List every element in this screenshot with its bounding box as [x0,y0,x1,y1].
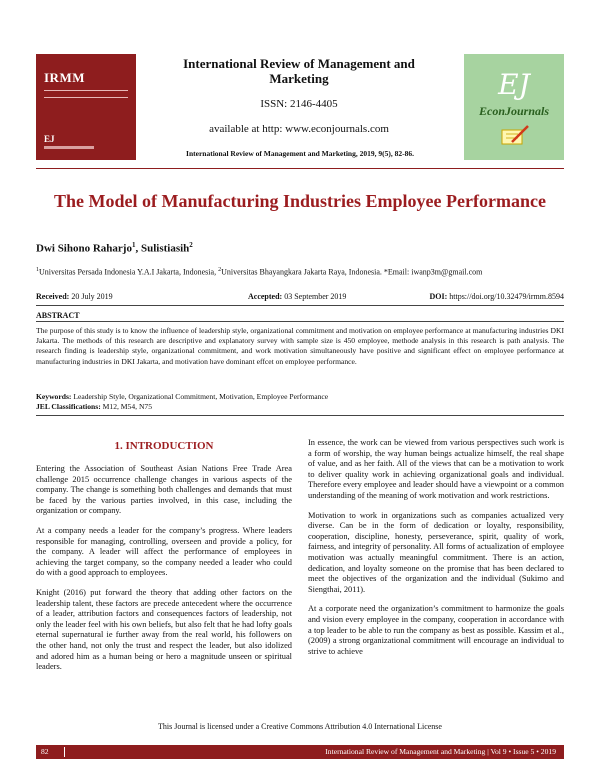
paragraph: At a company needs a leader for the company’s progress. Where leaders responsible for managing, controlling, overseen and provide a policy, for the company. A leader will affect the performance of employees in achieving the target company, so the company needed a leader who could do with a good approach to employees. [36,525,292,578]
jel-value: M12, M54, N75 [100,402,153,411]
paragraph: Knight (2016) put forward the theory that adding other factors on the leadership talent, these factors are precede antecedent where the occurrence of a leader, attribution factors and consequences factors of leadership, not only the leader feel with his own beliefs, but also felt that he had lofty goals eternal supernatural ie further away from the real world, his followers on the other hand, not only the trust and respect the leader, but also idolized and adored him as a human being or hero a magnitude unseen or spiritual leaders. [36,587,292,672]
abstract-heading-rule [36,321,564,322]
cover-logo: IRMM [44,70,85,85]
author-2-sup: 2 [189,241,193,249]
author-2: Sulistiasih [140,242,190,255]
author-1-sup: 1 [131,241,136,249]
jel-label: JEL Classifications: [36,402,101,411]
accepted-label: Accepted: [248,292,283,301]
affiliations [36,267,564,277]
footer-separator [64,747,65,757]
abstract-body: The purpose of this study is to know the influence of leadership style, organizational commitment and motivation on employee performance at manufacturing industries DKI Jakarta. The methods of this research are descriptive and explanatory survey with sample size is 450 employee, methode analysis in this research is path analysis. The research finding is leadership style, organizational commitment, and work motivation simultaneously have positive and significant effect on employee performance at manufacturing industries in DKI Jakarta, and motivation have dominant effcet on employee performance. [36,326,564,366]
cover-subtitle-bar [44,146,94,149]
abstract-top-rule [36,305,564,306]
section-heading-introduction: 1. INTRODUCTION [114,440,214,452]
right-column [308,438,564,666]
paragraph: Motivation to work in organizations such as companies actualized very diverse. Can be in the form of dedication or loyalty, responsibility, cooperation, discipline, honesty, perseverance, spirit, quality of work, fairness, and integrity of personality. All forms of actualization of employee motivation was actually meaningful commitment. There is an action, dedication, and loyalty someone on the promise that has been declared to meet the objectives of the organization and the individual (Sukimo and Siengthai, 2011). [308,510,564,594]
journal-title: International Review of Management and Marketing [183,56,415,86]
author-separator: , [135,242,141,255]
journal-cover-image [36,54,136,160]
cover-title-lines [44,90,128,98]
cover-ej-mark: EJ [44,134,55,144]
left-column [36,464,292,682]
abstract-heading: ABSTRACT [36,311,80,320]
doi-link[interactable]: https://doi.org/10.32479/irmm.8594 [447,292,564,301]
header-rule [36,168,564,169]
doi [429,292,564,301]
license-notice: This Journal is licensed under a Creative Commons Attribution 4.0 International License [158,722,442,731]
accepted-value: 03 September 2019 [282,292,347,301]
keywords [36,392,564,402]
abstract-bottom-rule [36,415,564,416]
jel-classifications [36,402,564,412]
paper-title: The Model of Manufacturing Industries Employee Performance [54,191,546,211]
paragraph: In essence, the work can be viewed from various perspectives such work is a form of worship, the way human beings actualize himself, the real shape of value, and as her faith. All of the views that can be a motivation to work to deliver quality work in achieving organizational goals and individual. Therefore every employee and leader should have a viewpoint or a common understanding of the meaning of work motivation and work restrictions. [308,438,564,500]
doi-label: DOI: [429,292,448,301]
accepted-date [248,292,346,301]
page-footer [36,745,564,759]
authors [36,241,193,255]
footer-journal-info: International Review of Management and Marketing | Vol 9 • Issue 5 • 2019 [325,747,556,756]
received-value: 20 July 2019 [69,292,113,301]
econjournals-logo [464,54,564,160]
issn: ISSN: 2146-4405 [260,98,338,110]
affil-1: Universitas Persada Indonesia Y.A.I Jakarta, Indonesia, [39,267,219,277]
paragraph: At a corporate need the organization’s commitment to harmonize the goals and vision every employee in the company, cooperation in accordance with a top leader to be able to run the company as best as possible. Kassim et al., (2009) a strong organizational commitment will encourage an individual to strive to achieve [308,604,564,656]
keywords-value: Leadership Style, Organizational Commitment, Motivation, Employee Performance [71,392,329,401]
page-number: 82 [41,747,49,756]
received-date [36,292,113,301]
received-label: Received: [36,292,70,301]
ej-logo-word: EconJournals [478,104,550,118]
ej-logo-letters: EJ [498,68,530,101]
journal-url: available at http: www.econjournals.com [209,123,389,135]
affil-2-sup: 2 [218,267,222,273]
author-1: Dwi Sihono Raharjo [36,242,132,255]
keywords-label: Keywords: [36,392,72,401]
citation: International Review of Management and Marketing, 2019, 9(5), 82-86. [186,149,414,158]
affil-2: Universitas Bhayangkara Jakarta Raya, Indonesia. *Email: iwanp3m@gmail.com [221,267,483,277]
pencil-paper-icon [498,124,530,146]
paragraph: Entering the Association of Southeast Asian Nations Free Trade Area challenge 2015 occurrence challenge changes in various aspects of the company. The change is something both challenges and demands that must be faced by the various parties involved, in this case, including the organization or company. [36,464,292,516]
affil-1-sup: 1 [36,267,39,273]
